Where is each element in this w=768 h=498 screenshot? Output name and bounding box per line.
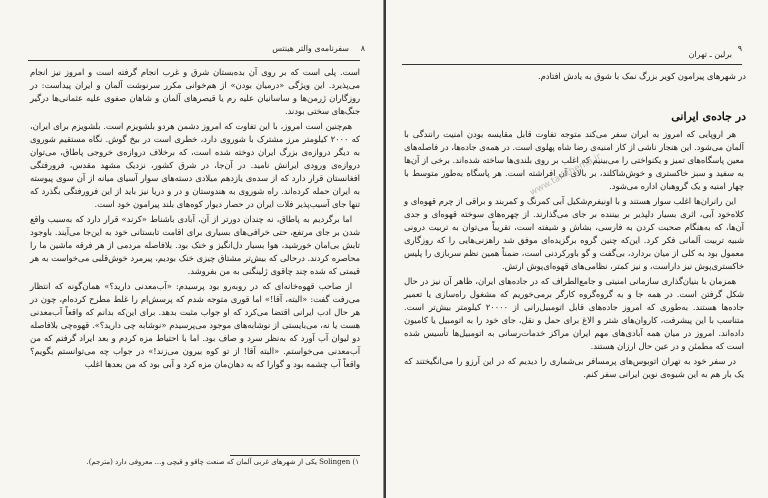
paragraph: اما برگردیم به پاطاق، نه چندان دورتر از آن، آبادی باشناط «کرند» قرار دارد که به‌سبب واقع شدن بر جای مرتفع، حتی خرافی‌های بسیاری برای اقامت تابستانی خود به این‌جا می‌آیند. باوجود تابش بی‌امان خورشید، هوا بسیار دل‌انگیز و خنک بود. بلافاصله مردمی از هر فرقه ماشین ما را محاصره کردند. درحالی که بیش‌تر مشتاق چیزی خنک بودیم، پیرمرد خوش‌قلبی می‌خواست به هر قیمتی که شده چند چاقوی ژلینگنی به من بفروشد.: [30, 214, 360, 276]
footnote-rule: [230, 455, 360, 456]
paragraph: است. پلی است که بر روی آن بده‌بستان شرق و غرب انجام گرفته است و امروز نیز انجام می‌پذیرد. این ویژگی «درمیان بودن» از هم‌خوانی مکرر سرنوشت آلمان و ایران پیداست: در روزگاران ژرمن‌ها و ساسانیان علیه رم یا قیصرهای آلمان و شاهان صفوی علیه عثمانی‌ها درگیر جنگ‌های سختی بودند.: [30, 67, 360, 116]
page-number-right: ۹: [737, 44, 742, 53]
watermark: www.tarikhema.ir: [528, 152, 603, 198]
intro-line: در شهرهای پیرامون کویر بزرگ نمک با شوق به یادش افتادم.: [537, 71, 746, 81]
left-body-text: [30, 66, 360, 373]
paragraph: از صاحب قهوه‌خانه‌ای که در روبه‌رو بود پرسیدم: «آب‌معدنی دارید؟» همان‌گونه که انتظار می‌رفت گفت: «البته، آقا!» اما قوری متوجه شدم که پرسش‌ام را غلط مطرح کرده‌ام، چون در هر حال ادب ایرانی اقتضا می‌کرد که او جواب مثبت بدهد. برای این‌که بدانم که واقعاً آب‌معدنی هست یا نه، می‌بایستی از نوشابه‌های موجود می‌پرسیدم «نوشابه چی دارید؟». قهوه‌چی بلافاصله دو لیوان آب آورد که به‌نظر سرد و صاف بود. اما با احتیاط مزه کردم و بعد ایراد گرفتم که من آب‌معدنی می‌خواستم. «البته آقا! از تو کوه بیرون می‌زند!» در جواب چه می‌توانستم بگویم؟ واقعاً آب چشمه بود و گوارا که به دهان‌مان مزه کرد و آبی بود که من بعدها اغلب: [30, 281, 360, 369]
running-head-left: سفرنامه‌ی والتر هینتس: [272, 44, 349, 53]
paragraph: در سفر خود به تهران اتوبوس‌های پرمسافر بی‌شماری را دیدیم که در این آرزو را می‌انگیختند که یک بار هم به این شیوه‌ی نوین ایرانی سفر کنم.: [404, 356, 744, 379]
section-title: در جاده‌ی ایرانی: [671, 110, 746, 123]
paragraph: هم‌چنین است امروز، با این تفاوت که امروز دشمن هردو بلشویزم است. بلشویزم برای ایران، که ۲۰۰۰ کیلومتر مرز مشترک با شوروی دارد، خطری است در بیخ گوش. نگاه مستقیم شوروی به دیگر دروازه‌ی بزرگ ایران دوخته شده است، که برخلاف دروازه‌ی خروجی پاطاق، می‌توان دروازه‌ی ورودی ایرانش نامید. در آن‌جا، در شرق کشور، نزدیک مشهد مقدس، فرورفتگی افغانستان قرار دارد که از سده‌ی یازدهم میلادی دسته‌های سوار آسیای میانه از آن سوی پیوسته به ایران حمله کرده‌اند. راه شوروی به هندوستان و در و دریا نیز باید از این فرورفتگی بگذرد که تنها جای آسیب‌پذیر فلات ایران در حصار دیوار کوه‌های بلند پیرامون خود است.: [30, 121, 360, 209]
paragraph: هر اروپایی که امروز به ایران سفر می‌کند متوجه تفاوت قابل مقایسه بودن امنیت رانندگی با آلمان می‌شود. این هنجار ناشی از کار امنیه‌ی رضا شاه پهلوی است. در همه‌ی جاده‌ها، در فاصله‌های معین پاسگاه‌های تمیز و یکنواختی را می‌بینیم که اغلب بر روی بلندی‌ها ساخته شده‌اند. برخی از آن‌ها به سفید و سبز خاکستری و خوش‌شاکلند، بر بالای آن افراشته است. هر پاسگاه به‌طور متوسط با چهار امنیه و یک گروهبان اداره می‌شود.: [404, 129, 744, 191]
header-rule-right: [402, 64, 742, 65]
running-head-right: برلین ـ تهران: [688, 50, 732, 59]
header-rule-left: [28, 60, 360, 61]
paragraph: همزمان با بنیان‌گذاری سازمانی امنیتی و جامع‌الطراف‌ که در جاده‌های ایران، ظاهر آن نیز در حال شکل گرفتن است. در همه جا و به گروه‌گروه کارگر برمی‌خوریم که مشغول راه‌سازی یا تعمیر جاده‌ها هستند. به‌طوری که امروز جاده‌های قابل اتومبیل‌رانی از ۲۰۰۰۰ کیلومتر بیش‌تر است. متناسب با این پیشرفت، کاروان‌های شتر و الاغ برای حمل و نقل، جای خود را به اتومبیل یا کامیون داده‌اند. امروز در میان همه آبادی‌های مهم ایران مراکز خدمات‌رسانی به اتومبیل‌ها تأسیس شده است که مطمئن و در عین حال ارزان هستند.: [404, 276, 745, 351]
right-page: [386, 0, 768, 498]
footnote: ۱) Solingen یکی از شهرهای غربی آلمان که صنعت چاقو و قیچی و... معروفی دارد (مترجم).: [86, 458, 359, 466]
page-number-left: ۸: [360, 44, 365, 53]
paragraph: این رانران‌ها اغلب سوار هستند و با اونیفرم‌شکیل آبی کمرنگ و کمربند و براقی از چرم قهوه‌ای و کلاه‌خود آبی، اثری بسیار دلپذیر بر بیننده بر جای می‌گذارند. از چهره‌های سوخته قهوه‌ای و جدی آن‌ها، که به‌هنگام صحبت کردن به فارسی، بشاش و شیفته است، تقریباً می‌توان به تربیت درونی شبیه تربیت آلمانی فکر کرد. این‌که چنین گروه برگزیده‌ای موفق شد راهزنی‌هایی را که روزگاری معمول بود به کلی از میان بردارد، بی‌گفت و گو باورکردنی است، ضمناً همین نظم سربازی را پلیس خاکستری‌پوش نیز داراست، و نیز کمتر، نظامی‌های قهوه‌ای‌پوش ارتش.: [404, 196, 744, 271]
